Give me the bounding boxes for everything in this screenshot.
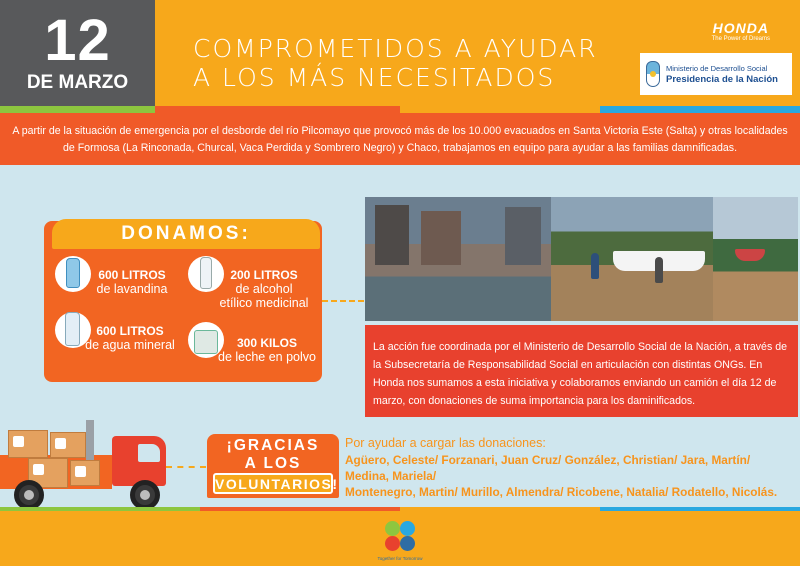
- donations-title: DONAMOS:: [52, 219, 320, 249]
- intro-text: A partir de la situación de emergencia por el desborde del río Pilcomayo que provocó más de los 10.000 evacuados en Santa Victoria Este (Salta) y otras localidades de Formosa (La Rinconada, Churcal, Vaca Perdida y Sombrero Negro) y Chaco, trabajamos en equipo para ayudar a las familias damnificadas.: [0, 113, 800, 165]
- title-line-2: A LOS MÁS NECESITADOS: [193, 63, 556, 92]
- footer-stripe-orange: [200, 507, 400, 511]
- thanks-line-3: VOLUNTARIOS!: [213, 473, 333, 494]
- page-title: [193, 34, 598, 92]
- bleach-bottle-icon: [66, 258, 80, 288]
- date-day: 12: [44, 8, 111, 73]
- person-shape: [655, 257, 663, 283]
- donation-item-milk: [215, 336, 319, 364]
- wheel-icon: [14, 480, 44, 510]
- thanks-line-1: ¡GRACIAS: [226, 437, 320, 454]
- logo-piece: [385, 536, 400, 551]
- connector-line: [166, 466, 206, 468]
- box-label: [55, 438, 66, 449]
- donation-amount: 200 LITROS: [230, 268, 298, 282]
- flood-street-photo: [365, 197, 551, 321]
- donation-item-water: [80, 324, 180, 352]
- donation-item-alcohol: [212, 268, 316, 310]
- person-shape: [591, 253, 599, 279]
- building-shape: [421, 211, 461, 265]
- box-label: [75, 466, 86, 477]
- footer-stripe-blue: [600, 507, 800, 511]
- box-label: [33, 464, 44, 475]
- coordination-text: La acción fue coordinada por el Ministerio de Desarrollo Social de la Nación, a través de la Subsecretaría de Responsabilidad Social en articulación con distintas ONGs. En Honda nos sumamos a esta iniciativa y colaboramos enviando un camión el día 12 de marzo, con donaciones de suma importancia para los daminificados.: [365, 325, 798, 417]
- stripe-blue: [600, 106, 800, 113]
- donation-item-bleach: [82, 268, 182, 296]
- donation-amount: 600 LITROS: [98, 268, 166, 282]
- alcohol-bottle-icon: [200, 257, 212, 289]
- donation-desc: de lavandina: [96, 282, 168, 296]
- stripe-green: [0, 106, 155, 113]
- logo-piece: [400, 536, 415, 551]
- presidency-name: Presidencia de la Nación: [666, 74, 778, 85]
- boat-shape: [735, 249, 765, 261]
- logo-caption: Together for Tomorrow: [377, 556, 423, 561]
- building-shape: [505, 207, 541, 265]
- honda-logo: [712, 20, 770, 42]
- coat-of-arms-icon: [646, 61, 660, 87]
- volunteers-line-2: Montenegro, Martin/ Murillo, Almendra/ Ricobene, Natalia/ Rodatello, Nicolás.: [345, 485, 778, 499]
- volunteers-intro: Por ayudar a cargar las donaciones:: [345, 436, 546, 450]
- truck-window: [138, 444, 160, 462]
- box-icon: [70, 460, 100, 486]
- thanks-badge: [207, 434, 339, 498]
- donation-amount: 600 LITROS: [96, 324, 164, 338]
- water-bottle-icon: [65, 312, 80, 346]
- connector-line: [322, 300, 364, 302]
- donation-desc: de agua mineral: [85, 338, 175, 352]
- donation-amount: 300 KILOS: [236, 336, 298, 350]
- logo-piece: [400, 521, 415, 536]
- box-label: [13, 436, 24, 447]
- ministry-text: [666, 63, 778, 85]
- title-line-1: COMPROMETIDOS A AYUDAR: [193, 34, 598, 63]
- wheel-icon: [130, 480, 160, 510]
- volunteers-line-1: Agüero, Celeste/ Forzanari, Juan Cruz/ González, Christian/ Jara, Martín/ Medina, Mariela/: [345, 453, 751, 483]
- volunteers-list: [345, 435, 795, 500]
- flooded-field-photo: [713, 197, 798, 321]
- date-month: DE MARZO: [26, 72, 129, 93]
- donation-desc: de leche en polvo: [218, 350, 316, 364]
- donation-desc-1: de alcohol: [235, 282, 293, 296]
- logo-piece: [385, 521, 400, 536]
- stripe-orange: [155, 106, 400, 113]
- footer-stripe-green: [0, 507, 200, 511]
- ministry-logo: [640, 53, 792, 95]
- footer-stripe-yellow: [400, 507, 600, 511]
- truck-rail: [86, 420, 94, 460]
- date-badge: [0, 0, 155, 106]
- box-icon: [50, 432, 86, 458]
- thanks-line-2: A LOS: [244, 455, 302, 472]
- ministry-name: Ministerio de Desarrollo Social: [666, 64, 768, 73]
- together-logo-icon: [383, 519, 417, 553]
- box-icon: [8, 430, 48, 458]
- header-banner: [155, 0, 800, 106]
- honda-tagline: The Power of Dreams: [711, 36, 770, 42]
- donation-desc-2: etílico medicinal: [219, 296, 309, 310]
- rescue-photo: [551, 197, 713, 321]
- honda-brand: HONDA: [712, 20, 769, 36]
- building-shape: [375, 205, 409, 265]
- stripe-yellow: [400, 106, 600, 113]
